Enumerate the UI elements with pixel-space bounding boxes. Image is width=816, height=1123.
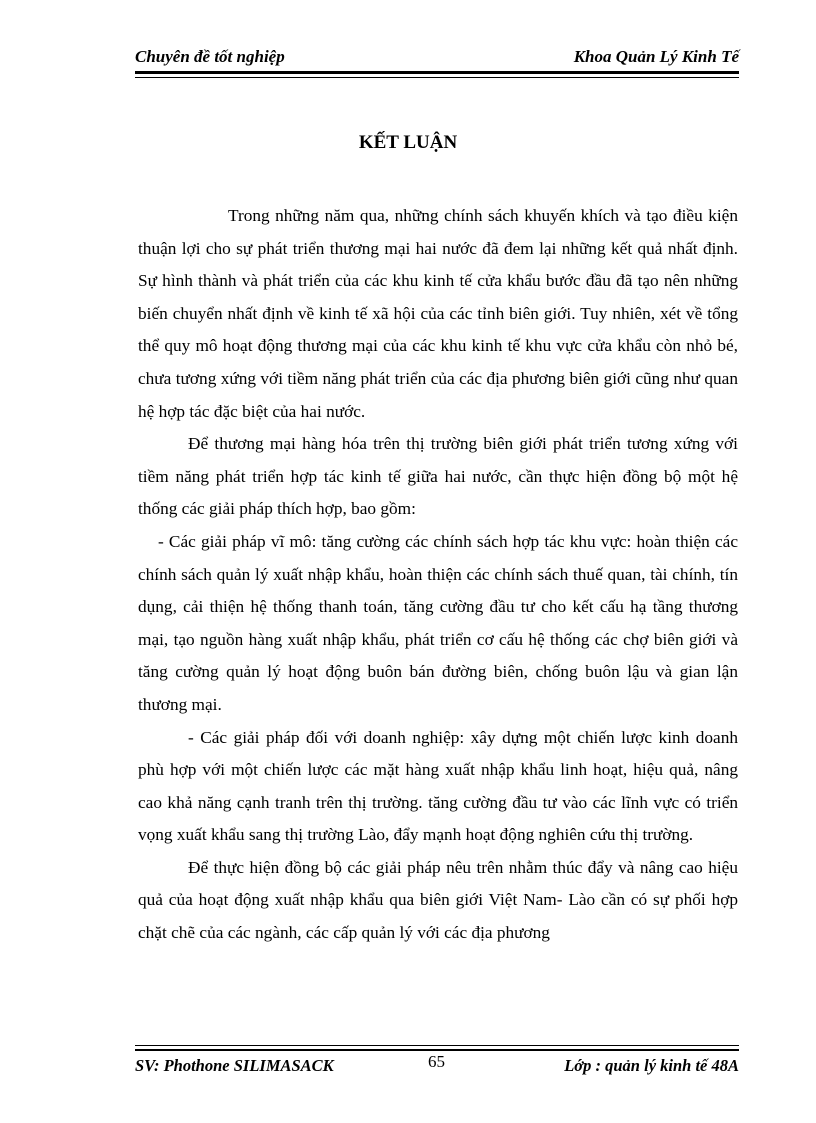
document-body <box>138 200 738 950</box>
header-faculty: Khoa Quản Lý Kinh Tế <box>573 47 739 66</box>
paragraph-enterprise-solutions: - Các giải pháp đối với doanh nghiệp: xây dựng một chiến lược kinh doanh phù hợp với một chiến lược các mặt hàng xuất nhập khẩu linh hoạt, hiệu quả, nâng cao khả năng cạnh tranh trên thị trường. tăng cường đầu tư vào các lĩnh vực có triển vọng xuất khẩu sang thị trường Lào, đẩy mạnh hoạt động nghiên cứu thị trường. <box>138 727 738 845</box>
page-header <box>135 45 739 74</box>
footer-class: Lớp : quản lý kinh tế 48A <box>564 1056 739 1075</box>
page-footer <box>135 1049 739 1079</box>
section-title: KẾT LUẬN <box>358 132 458 153</box>
header-document-type: Chuyên đề tốt nghiệp <box>135 47 285 66</box>
paragraph-solutions-overview: Để thương mại hàng hóa trên thị trường biên giới phát triển tương xứng với tiềm năng phát triển hợp tác kinh tế giữa hai nước, cần thực hiện đồng bộ một hệ thống các giải pháp thích hợp, bao gồm: <box>138 434 738 519</box>
paragraph-macro-solutions: - Các giải pháp vĩ mô: tăng cường các chính sách hợp tác khu vực: hoàn thiện các chính sách quản lý xuất nhập khẩu, hoàn thiện các chính sách thuế quan, tài chính, tín dụng, cải thiện hệ thống thanh toán, tăng cường đầu tư cho kết cấu hạ tầng thương mại, tạo nguồn hàng xuất nhập khẩu, phát triển cơ cấu hệ thống các chợ biên giới và tăng cường quản lý hoạt động buôn bán đường biên, chống buôn lậu và gian lận thương mại. <box>138 531 738 714</box>
paragraph-intro: Trong những năm qua, những chính sách khuyến khích và tạo điều kiện thuận lợi cho sự phát triển thương mại hai nước đã đem lại những kết quả nhất định. Sự hình thành và phát triển của các khu kinh tế cửa khẩu bước đầu đã tạo nên những biến chuyển nhất định về kinh tế xã hội của các tỉnh biên giới. Tuy nhiên, xét về tổng thể quy mô hoạt động thương mại của các khu kinh tế khu vực cửa khẩu còn nhỏ bé, chưa tương xứng với tiềm năng phát triển của các địa phương biên giới cũng như quan hệ hợp tác đặc biệt của hai nước. <box>138 206 738 421</box>
footer-student-name: SV: Phothone SILIMASACK <box>135 1056 334 1075</box>
page-number: 65 <box>428 1052 445 1071</box>
paragraph-coordination: Để thực hiện đồng bộ các giải pháp nêu trên nhằm thúc đẩy và nâng cao hiệu quả của hoạt động xuất nhập khẩu qua biên giới Việt Nam- Lào cần có sự phối hợp chặt chẽ của các ngành, các cấp quản lý với các địa phương <box>138 857 738 943</box>
